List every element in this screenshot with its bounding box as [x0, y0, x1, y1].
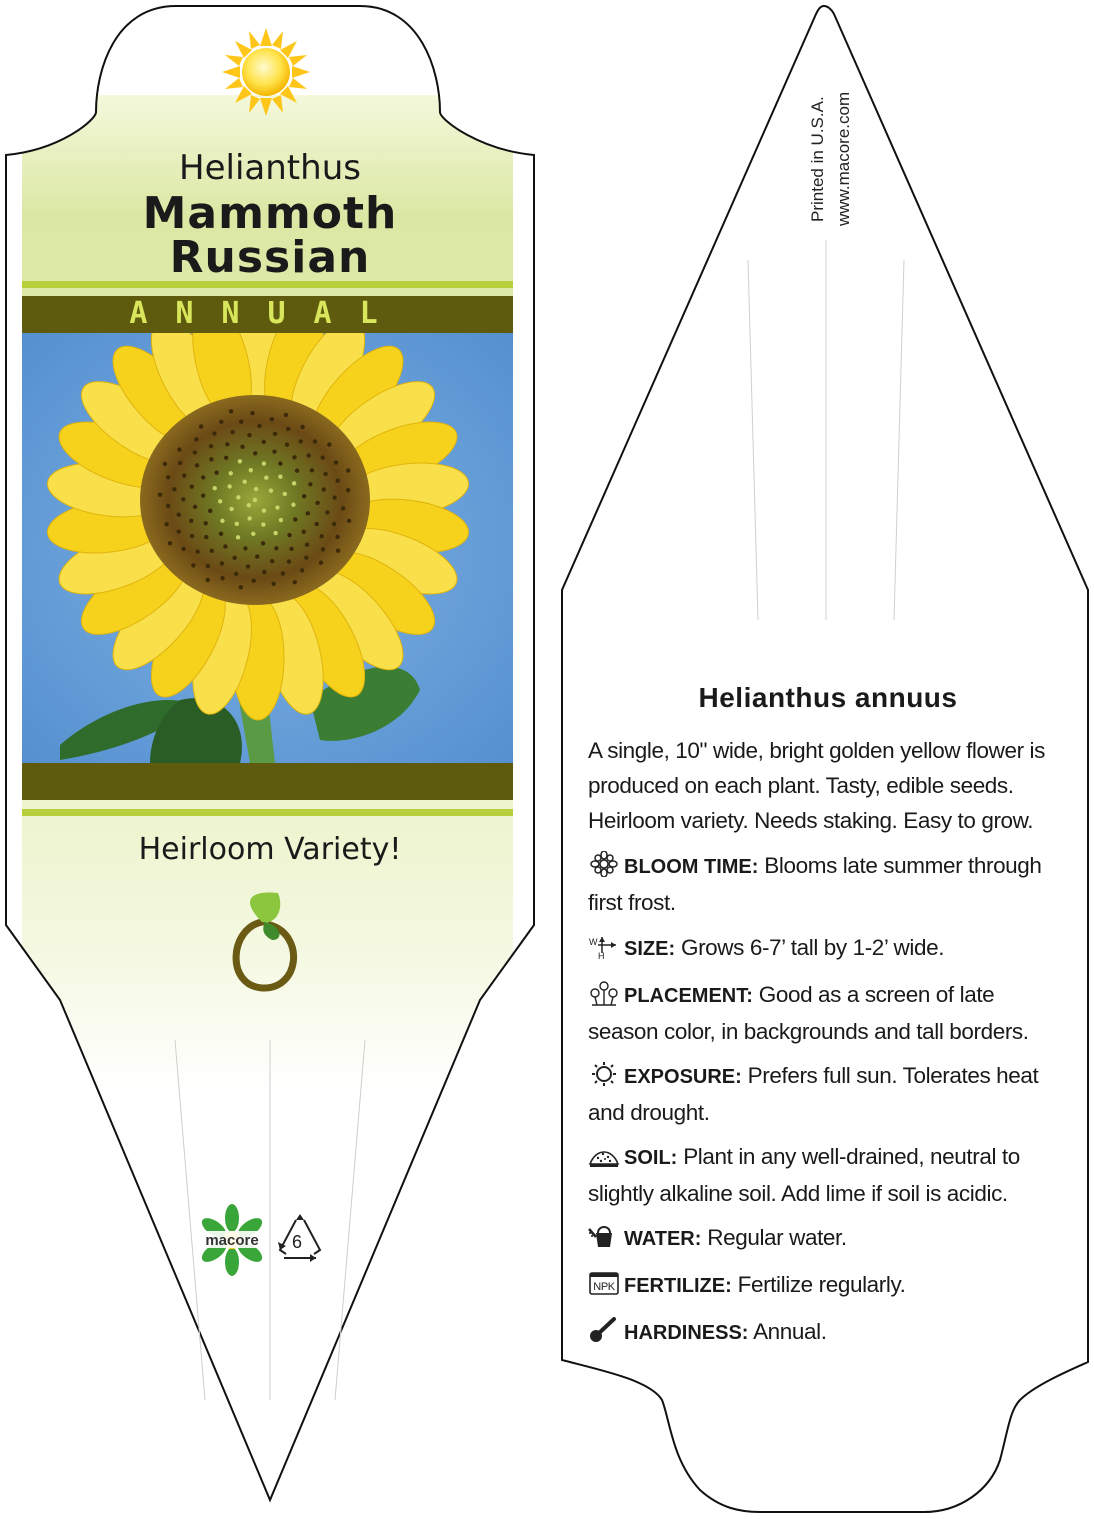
seed-dot: [291, 503, 295, 507]
care-fertilize: [588, 1267, 1068, 1304]
sun-outline-icon: [588, 1061, 620, 1087]
seed-dot: [300, 568, 304, 572]
thermometer-icon: [588, 1317, 620, 1343]
seed-dot: [289, 547, 293, 551]
size-label: SIZE:: [624, 938, 676, 960]
seed-dot: [230, 430, 234, 434]
seed-dot: [163, 462, 167, 466]
seed-dot: [292, 455, 296, 459]
seed-dot: [206, 578, 210, 582]
seed-dot: [306, 511, 310, 515]
size-text: Grows 6-7’ tall by 1-2’ wide.: [680, 935, 945, 960]
seed-dot: [195, 549, 199, 553]
cultivar-name-line1: Mammoth: [142, 188, 398, 239]
seed-dot: [278, 461, 282, 465]
seed-dot: [238, 459, 242, 463]
seed-dot: [232, 556, 236, 560]
seed-dot: [243, 546, 247, 550]
seed-dot: [262, 440, 266, 444]
seed-dot: [239, 585, 243, 589]
seed-dot: [262, 461, 266, 465]
seed-dot: [178, 461, 182, 465]
exposure-text: Prefers full sun. Tolerates heat and drought.: [588, 1063, 1039, 1125]
seed-dot: [293, 580, 297, 584]
placement-label: PLACEMENT:: [624, 985, 753, 1007]
seed-dot: [286, 427, 290, 431]
seed-dot: [190, 484, 194, 488]
seed-dot: [164, 522, 168, 526]
seed-dot: [261, 541, 265, 545]
seed-dot: [287, 559, 291, 563]
seed-dot: [336, 548, 340, 552]
seed-dot: [210, 549, 214, 553]
seed-dot: [246, 564, 250, 568]
seed-dot: [225, 442, 229, 446]
watering-can-icon: [588, 1223, 620, 1249]
seed-dot: [236, 495, 240, 499]
seed-dot: [223, 544, 227, 548]
care-hardiness: [588, 1314, 1068, 1351]
seed-dot: [220, 519, 224, 523]
seed-dot: [255, 554, 259, 558]
seed-dot: [182, 473, 186, 477]
seed-dot: [193, 450, 197, 454]
seed-dot: [322, 487, 326, 491]
seed-dot: [315, 522, 319, 526]
seed-dot: [206, 564, 210, 568]
category-label: ANNUAL: [129, 296, 406, 331]
seed-dot: [158, 493, 162, 497]
seed-dot: [274, 546, 278, 550]
water-label: WATER:: [624, 1228, 702, 1250]
plant-description: A single, 10" wide, bright golden yellow flower is produced on each plant. Tasty, edible seeds. Heirloom variety. Needs staking. Easy to grow.: [588, 738, 1045, 833]
seed-dot: [347, 519, 351, 523]
seed-dot: [239, 420, 243, 424]
seed-dot: [262, 508, 266, 512]
seed-dot: [271, 582, 275, 586]
seed-dot: [252, 579, 256, 583]
seed-dot: [247, 503, 251, 507]
seed-dot: [193, 505, 197, 509]
seed-dot: [166, 475, 170, 479]
website-label: www.macore.com: [834, 91, 853, 226]
seed-dot: [269, 488, 273, 492]
seed-dot: [295, 468, 299, 472]
seed-dot: [264, 476, 268, 480]
seed-dot: [227, 484, 231, 488]
seed-dot: [219, 420, 223, 424]
seed-dot: [270, 559, 274, 563]
seed-dot: [283, 492, 287, 496]
seed-dot: [273, 531, 277, 535]
seed-dot: [209, 457, 213, 461]
seed-dot: [284, 413, 288, 417]
seed-dot: [261, 522, 265, 526]
bloom-time-text: Blooms late summer through first frost.: [588, 853, 1042, 915]
seed-dot: [247, 516, 251, 520]
seed-dot: [209, 444, 213, 448]
seed-dot: [304, 556, 308, 560]
seed-dot: [181, 547, 185, 551]
seed-dot: [224, 456, 228, 460]
flower-icon: [588, 851, 620, 877]
seed-dot: [234, 572, 238, 576]
soil-text: Plant in any well-drained, neutral to slightly alkaline soil. Add lime if soil is acidic.: [588, 1144, 1020, 1206]
seed-dot: [242, 480, 246, 484]
seed-dot: [319, 534, 323, 538]
seed-dot: [219, 532, 223, 536]
seed-dot: [307, 453, 311, 457]
recycle-code: 6: [292, 1232, 303, 1252]
seed-dot: [287, 533, 291, 537]
soil-label: SOIL:: [624, 1147, 678, 1169]
seed-dot: [229, 409, 233, 413]
tagline: Heirloom Variety!: [138, 832, 402, 867]
seed-dot: [302, 494, 306, 498]
seed-dot: [213, 486, 217, 490]
sunflower-photo: [22, 296, 513, 763]
printed-in-label: Printed in U.S.A.: [808, 96, 827, 222]
seed-dot: [208, 509, 212, 513]
seed-dot: [272, 449, 276, 453]
seed-dot: [253, 498, 257, 502]
seed-dot: [191, 563, 195, 567]
seed-dot: [321, 547, 325, 551]
seed-dot: [236, 535, 240, 539]
seed-dot: [168, 541, 172, 545]
seed-dot: [235, 522, 239, 526]
seed-dot: [262, 570, 266, 574]
seed-dot: [203, 521, 207, 525]
seed-dot: [201, 493, 205, 497]
care-bloom-time: [588, 848, 1068, 920]
seed-dot: [336, 479, 340, 483]
seed-dot: [292, 481, 296, 485]
seed-dot: [214, 470, 218, 474]
seed-dot: [212, 431, 216, 435]
seed-dot: [300, 425, 304, 429]
seed-dot: [189, 519, 193, 523]
plants-placement-icon: [588, 980, 620, 1006]
seed-dot: [190, 534, 194, 538]
sun-icon: [222, 28, 310, 116]
scientific-name: Helianthus annuus: [698, 682, 958, 713]
seed-dot: [302, 530, 306, 534]
seed-dot: [278, 475, 282, 479]
seed-dot: [251, 532, 255, 536]
seed-dot: [298, 439, 302, 443]
care-size: [588, 930, 1068, 967]
care-water: [588, 1220, 1068, 1257]
seed-dot: [240, 445, 244, 449]
height-letter: H: [598, 951, 605, 959]
seed-dot: [247, 433, 251, 437]
macore-logo-text: macore: [205, 1232, 259, 1249]
water-text: Regular water.: [707, 1225, 847, 1250]
seed-dot: [346, 468, 350, 472]
seed-dot: [335, 535, 339, 539]
seed-dot: [229, 507, 233, 511]
care-soil: [588, 1139, 1068, 1211]
seed-dot: [325, 510, 329, 514]
seed-dot: [321, 455, 325, 459]
seed-dot: [220, 561, 224, 565]
seed-dot: [346, 488, 350, 492]
care-placement: [588, 977, 1068, 1049]
seed-dot: [341, 506, 345, 510]
seed-dot: [319, 561, 323, 565]
seed-dot: [177, 513, 181, 517]
seed-dot: [172, 487, 176, 491]
seed-dot: [254, 487, 258, 491]
seed-dot: [194, 437, 198, 441]
seed-dot: [313, 439, 317, 443]
seed-dot: [199, 424, 203, 428]
seed-dot: [250, 411, 254, 415]
seed-dot: [204, 535, 208, 539]
fertilize-text: Fertilize regularly.: [737, 1272, 906, 1297]
seed-dot: [275, 505, 279, 509]
seed-dot: [270, 417, 274, 421]
seed-dot: [195, 463, 199, 467]
seed-dot: [177, 447, 181, 451]
seed-dot: [281, 571, 285, 575]
cultivar-name-line2: Russian: [169, 232, 371, 283]
seed-dot: [279, 518, 283, 522]
seed-dot: [334, 460, 338, 464]
exposure-label: EXPOSURE:: [624, 1066, 742, 1088]
seed-dot: [181, 497, 185, 501]
hardiness-text: Annual.: [753, 1319, 827, 1344]
fertilize-label: FERTILIZE:: [624, 1275, 732, 1297]
npk-letters: NPK: [593, 1281, 615, 1293]
seed-dot: [305, 543, 309, 547]
seed-dot: [315, 501, 319, 505]
care-exposure: [588, 1058, 1068, 1130]
seed-dot: [253, 451, 257, 455]
npk-bag-icon: [588, 1270, 620, 1296]
seed-dot: [201, 475, 205, 479]
seed-dot: [177, 529, 181, 533]
soil-pile-icon: [588, 1142, 620, 1168]
seed-dot: [323, 472, 327, 476]
seed-dot: [332, 522, 336, 526]
seed-dot: [249, 468, 253, 472]
seed-dot: [229, 471, 233, 475]
bloom-time-label: BLOOM TIME:: [624, 856, 759, 878]
size-arrows-icon: [588, 933, 620, 959]
seed-dot: [166, 504, 170, 508]
seed-dot: [293, 517, 297, 521]
seed-dot: [257, 424, 261, 428]
seed-dot: [285, 442, 289, 446]
width-letter: W: [589, 937, 598, 947]
hardiness-label: HARDINESS:: [624, 1322, 749, 1344]
seed-dot: [218, 499, 222, 503]
seed-dot: [308, 482, 312, 486]
seed-dot: [332, 495, 336, 499]
seed-dot: [273, 432, 277, 436]
seed-dot: [310, 468, 314, 472]
seed-dot: [220, 576, 224, 580]
genus-label: Helianthus: [179, 148, 361, 188]
placement-text: Good as a screen of late season color, in backgrounds and tall borders.: [588, 982, 1029, 1044]
seed-dot: [327, 442, 331, 446]
